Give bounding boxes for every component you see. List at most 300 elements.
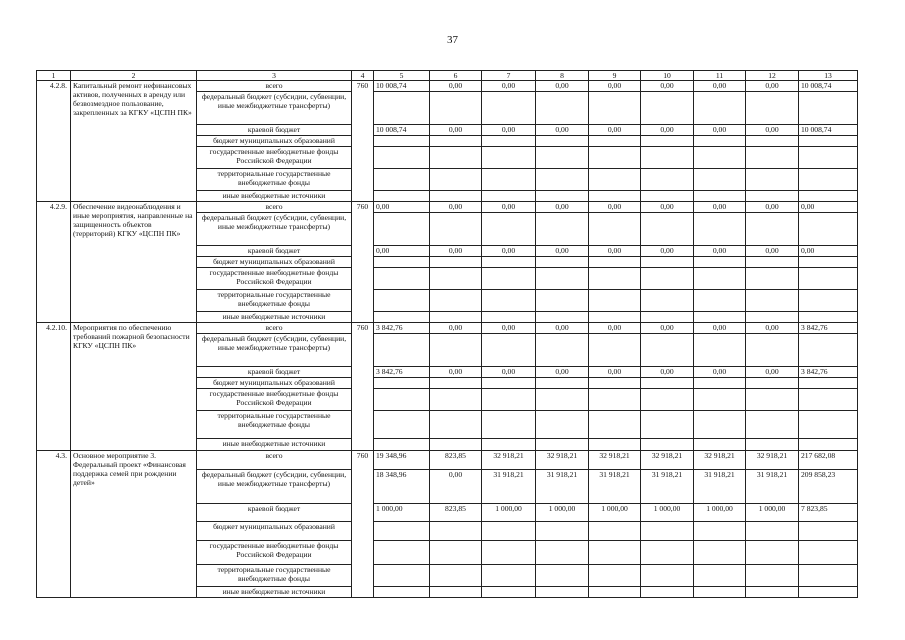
value-cell	[641, 378, 694, 389]
value-cell	[746, 290, 799, 312]
value-cell	[641, 213, 694, 246]
item-title: Обеспечение видеонаблюдения и иные мероприятия, направленные на защищенность объектов (территорий) КГКУ «ЦСПН ПК»	[71, 202, 197, 323]
value-cell	[694, 411, 746, 439]
value-cell: 0,00	[482, 367, 536, 378]
header-row	[37, 71, 858, 81]
value-cell	[746, 334, 799, 367]
value-cell: 31 918,21	[641, 470, 694, 504]
value-cell	[746, 257, 799, 268]
value-cell	[799, 191, 858, 202]
value-cell	[589, 565, 641, 587]
value-cell: 31 918,21	[589, 470, 641, 504]
value-cell	[536, 522, 589, 541]
value-cell	[430, 136, 482, 147]
value-cell	[799, 378, 858, 389]
value-cell	[482, 378, 536, 389]
value-cell	[799, 92, 858, 125]
value-cell	[694, 213, 746, 246]
value-cell	[641, 147, 694, 169]
value-cell	[641, 522, 694, 541]
value-cell: 10 008,74	[799, 81, 858, 92]
value-cell: 31 918,21	[482, 470, 536, 504]
value-cell: 0,00	[430, 202, 482, 213]
value-cell: 32 918,21	[746, 451, 799, 470]
source-label: краевой бюджет	[197, 125, 352, 136]
value-cell: 10 008,74	[374, 81, 430, 92]
value-cell	[536, 257, 589, 268]
value-cell: 0,00	[694, 367, 746, 378]
value-cell	[799, 522, 858, 541]
value-cell: 1 000,00	[589, 504, 641, 522]
value-cell: 0,00	[641, 81, 694, 92]
value-cell	[430, 169, 482, 191]
source-label: территориальные государственные внебюджетные фонды	[197, 565, 352, 587]
value-cell	[536, 389, 589, 411]
value-cell	[430, 147, 482, 169]
value-cell	[374, 541, 430, 565]
value-cell	[641, 92, 694, 125]
value-cell	[430, 411, 482, 439]
value-cell: 0,00	[694, 81, 746, 92]
source-label: всего	[197, 451, 352, 470]
value-cell	[482, 522, 536, 541]
header-cell: 12	[746, 71, 799, 81]
value-cell	[374, 213, 430, 246]
value-cell: 0,00	[589, 81, 641, 92]
value-cell	[641, 565, 694, 587]
value-cell	[641, 312, 694, 323]
header-cell: 2	[71, 71, 197, 81]
value-cell: 0,00	[482, 323, 536, 334]
value-cell	[799, 312, 858, 323]
header-cell: 3	[197, 71, 352, 81]
source-label: иные внебюджетные источники	[197, 439, 352, 451]
value-cell	[536, 378, 589, 389]
value-cell	[536, 169, 589, 191]
value-cell	[799, 136, 858, 147]
value-cell	[374, 257, 430, 268]
value-cell	[430, 213, 482, 246]
value-cell	[799, 389, 858, 411]
value-cell: 1 000,00	[482, 504, 536, 522]
value-cell: 0,00	[746, 81, 799, 92]
value-cell: 0,00	[799, 246, 858, 257]
source-label: государственные внебюджетные фонды Российской Федерации	[197, 541, 352, 565]
value-cell	[482, 290, 536, 312]
value-cell	[374, 92, 430, 125]
value-cell	[589, 136, 641, 147]
source-label: территориальные государственные внебюджетные фонды	[197, 290, 352, 312]
value-cell: 0,00	[374, 246, 430, 257]
source-label: иные внебюджетные источники	[197, 312, 352, 323]
value-cell	[746, 312, 799, 323]
value-cell	[482, 169, 536, 191]
table-row	[37, 323, 858, 334]
value-cell	[374, 522, 430, 541]
value-cell	[694, 439, 746, 451]
value-cell	[641, 191, 694, 202]
value-cell: 31 918,21	[536, 470, 589, 504]
value-cell	[746, 92, 799, 125]
value-cell	[536, 290, 589, 312]
value-cell	[589, 92, 641, 125]
value-cell	[482, 92, 536, 125]
value-cell	[746, 411, 799, 439]
value-cell	[641, 290, 694, 312]
value-cell: 1 000,00	[641, 504, 694, 522]
value-cell: 0,00	[589, 367, 641, 378]
value-cell	[589, 587, 641, 598]
value-cell	[694, 147, 746, 169]
value-cell	[589, 257, 641, 268]
value-cell: 3 842,76	[799, 367, 858, 378]
table-row	[37, 81, 858, 92]
value-cell	[430, 439, 482, 451]
value-cell	[430, 290, 482, 312]
source-label: федеральный бюджет (субсидии, субвенции, иные межбюджетные трансферты)	[197, 334, 352, 367]
value-cell: 0,00	[430, 81, 482, 92]
value-cell	[799, 257, 858, 268]
value-cell: 32 918,21	[641, 451, 694, 470]
value-cell	[641, 268, 694, 290]
value-cell: 3 842,76	[799, 323, 858, 334]
value-cell: 0,00	[536, 81, 589, 92]
admin-code: 760	[352, 323, 374, 451]
value-cell	[482, 587, 536, 598]
value-cell	[641, 411, 694, 439]
value-cell: 0,00	[589, 323, 641, 334]
value-cell: 0,00	[694, 202, 746, 213]
value-cell	[799, 541, 858, 565]
source-label: государственные внебюджетные фонды Российской Федерации	[197, 147, 352, 169]
value-cell	[589, 213, 641, 246]
value-cell	[430, 378, 482, 389]
value-cell: 10 008,74	[799, 125, 858, 136]
value-cell	[589, 541, 641, 565]
header-cell: 6	[430, 71, 482, 81]
source-label: иные внебюджетные источники	[197, 191, 352, 202]
header-cell: 7	[482, 71, 536, 81]
value-cell	[641, 136, 694, 147]
value-cell: 0,00	[589, 125, 641, 136]
value-cell	[482, 268, 536, 290]
value-cell: 0,00	[482, 202, 536, 213]
value-cell	[430, 541, 482, 565]
value-cell	[746, 522, 799, 541]
value-cell	[746, 389, 799, 411]
value-cell: 0,00	[536, 246, 589, 257]
value-cell: 0,00	[746, 367, 799, 378]
value-cell	[799, 411, 858, 439]
source-label: всего	[197, 323, 352, 334]
value-cell	[536, 268, 589, 290]
value-cell: 0,00	[589, 246, 641, 257]
value-cell: 0,00	[430, 367, 482, 378]
value-cell	[799, 334, 858, 367]
value-cell	[482, 541, 536, 565]
item-number: 4.2.9.	[37, 202, 71, 323]
header-cell: 11	[694, 71, 746, 81]
value-cell	[746, 147, 799, 169]
value-cell	[482, 411, 536, 439]
value-cell: 3 842,76	[374, 367, 430, 378]
value-cell: 0,00	[641, 323, 694, 334]
value-cell	[482, 439, 536, 451]
value-cell	[482, 389, 536, 411]
value-cell: 0,00	[799, 202, 858, 213]
value-cell: 7 823,85	[799, 504, 858, 522]
value-cell	[536, 541, 589, 565]
value-cell	[694, 169, 746, 191]
admin-code: 760	[352, 451, 374, 598]
value-cell: 217 682,08	[799, 451, 858, 470]
value-cell: 1 000,00	[694, 504, 746, 522]
value-cell	[536, 439, 589, 451]
value-cell: 19 348,96	[374, 451, 430, 470]
value-cell	[589, 191, 641, 202]
value-cell: 32 918,21	[482, 451, 536, 470]
header-cell: 10	[641, 71, 694, 81]
source-label: государственные внебюджетные фонды Российской Федерации	[197, 389, 352, 411]
value-cell: 0,00	[536, 367, 589, 378]
value-cell: 1 000,00	[746, 504, 799, 522]
value-cell	[374, 136, 430, 147]
value-cell: 0,00	[746, 323, 799, 334]
value-cell	[589, 522, 641, 541]
value-cell: 0,00	[694, 246, 746, 257]
value-cell	[482, 147, 536, 169]
value-cell	[694, 389, 746, 411]
source-label: федеральный бюджет (субсидии, субвенции, иные межбюджетные трансферты)	[197, 470, 352, 504]
value-cell	[589, 268, 641, 290]
value-cell: 0,00	[482, 81, 536, 92]
value-cell: 0,00	[374, 202, 430, 213]
value-cell: 0,00	[536, 323, 589, 334]
value-cell	[482, 312, 536, 323]
budget-table	[36, 70, 858, 598]
value-cell	[641, 587, 694, 598]
value-cell: 0,00	[641, 367, 694, 378]
value-cell	[641, 541, 694, 565]
value-cell: 31 918,21	[746, 470, 799, 504]
value-cell	[536, 136, 589, 147]
value-cell	[374, 587, 430, 598]
value-cell	[430, 389, 482, 411]
value-cell	[430, 268, 482, 290]
value-cell	[641, 389, 694, 411]
header-cell: 5	[374, 71, 430, 81]
value-cell	[746, 439, 799, 451]
table-row	[37, 202, 858, 213]
header-cell: 13	[799, 71, 858, 81]
value-cell	[430, 587, 482, 598]
value-cell	[694, 92, 746, 125]
value-cell: 1 000,00	[374, 504, 430, 522]
value-cell: 823,85	[430, 504, 482, 522]
value-cell: 0,00	[641, 246, 694, 257]
value-cell: 31 918,21	[694, 470, 746, 504]
value-cell	[374, 147, 430, 169]
value-cell: 0,00	[482, 125, 536, 136]
item-title: Основное мероприятие 3. Федеральный проект «Финансовая поддержка семей при рождении детей»	[71, 451, 197, 598]
value-cell: 0,00	[746, 202, 799, 213]
value-cell	[536, 191, 589, 202]
source-label: краевой бюджет	[197, 246, 352, 257]
value-cell	[694, 290, 746, 312]
value-cell: 10 008,74	[374, 125, 430, 136]
value-cell	[482, 136, 536, 147]
value-cell	[799, 587, 858, 598]
value-cell	[641, 334, 694, 367]
value-cell	[430, 191, 482, 202]
value-cell	[589, 389, 641, 411]
value-cell: 0,00	[536, 125, 589, 136]
value-cell	[589, 290, 641, 312]
value-cell	[374, 565, 430, 587]
source-label: федеральный бюджет (субсидии, субвенции, иные межбюджетные трансферты)	[197, 92, 352, 125]
item-number: 4.2.8.	[37, 81, 71, 202]
value-cell	[746, 213, 799, 246]
value-cell	[694, 334, 746, 367]
value-cell: 0,00	[746, 125, 799, 136]
value-cell: 3 842,76	[374, 323, 430, 334]
value-cell: 0,00	[641, 125, 694, 136]
value-cell	[694, 587, 746, 598]
value-cell	[536, 312, 589, 323]
value-cell: 0,00	[746, 246, 799, 257]
admin-code: 760	[352, 81, 374, 202]
value-cell	[589, 147, 641, 169]
value-cell	[430, 257, 482, 268]
value-cell	[746, 191, 799, 202]
value-cell: 18 348,96	[374, 470, 430, 504]
value-cell	[430, 522, 482, 541]
value-cell	[746, 378, 799, 389]
value-cell	[694, 136, 746, 147]
value-cell	[746, 268, 799, 290]
value-cell	[430, 334, 482, 367]
source-label: бюджет муниципальных образований	[197, 257, 352, 268]
value-cell: 209 858,23	[799, 470, 858, 504]
value-cell	[641, 439, 694, 451]
source-label: иные внебюджетные источники	[197, 587, 352, 598]
source-label: всего	[197, 202, 352, 213]
value-cell: 0,00	[430, 323, 482, 334]
item-number: 4.2.10.	[37, 323, 71, 451]
value-cell	[694, 257, 746, 268]
value-cell	[589, 334, 641, 367]
value-cell	[746, 565, 799, 587]
source-label: федеральный бюджет (субсидии, субвенции, иные межбюджетные трансферты)	[197, 213, 352, 246]
value-cell	[482, 213, 536, 246]
value-cell	[536, 92, 589, 125]
value-cell	[694, 541, 746, 565]
value-cell	[694, 522, 746, 541]
value-cell	[694, 268, 746, 290]
value-cell: 32 918,21	[536, 451, 589, 470]
value-cell: 0,00	[430, 246, 482, 257]
header-cell: 1	[37, 71, 71, 81]
item-number: 4.3.	[37, 451, 71, 598]
value-cell	[799, 147, 858, 169]
value-cell	[799, 268, 858, 290]
value-cell: 0,00	[430, 470, 482, 504]
value-cell: 0,00	[589, 202, 641, 213]
value-cell	[430, 565, 482, 587]
value-cell	[799, 565, 858, 587]
header-cell: 8	[536, 71, 589, 81]
value-cell: 0,00	[641, 202, 694, 213]
value-cell: 0,00	[482, 246, 536, 257]
value-cell	[589, 312, 641, 323]
value-cell	[374, 191, 430, 202]
value-cell	[374, 268, 430, 290]
value-cell	[482, 334, 536, 367]
value-cell	[799, 213, 858, 246]
value-cell: 32 918,21	[589, 451, 641, 470]
value-cell	[746, 587, 799, 598]
page-number: 37	[447, 34, 458, 46]
source-label: бюджет муниципальных образований	[197, 378, 352, 389]
value-cell	[374, 334, 430, 367]
value-cell	[799, 290, 858, 312]
value-cell	[694, 191, 746, 202]
source-label: государственные внебюджетные фонды Российской Федерации	[197, 268, 352, 290]
value-cell	[799, 169, 858, 191]
value-cell	[536, 147, 589, 169]
table-row	[37, 451, 858, 470]
admin-code: 760	[352, 202, 374, 323]
value-cell	[374, 439, 430, 451]
value-cell: 0,00	[430, 125, 482, 136]
value-cell: 32 918,21	[694, 451, 746, 470]
value-cell	[536, 565, 589, 587]
value-cell	[589, 378, 641, 389]
header-cell: 9	[589, 71, 641, 81]
value-cell: 0,00	[694, 323, 746, 334]
value-cell	[536, 334, 589, 367]
value-cell: 0,00	[536, 202, 589, 213]
value-cell: 0,00	[694, 125, 746, 136]
value-cell	[641, 169, 694, 191]
value-cell	[482, 565, 536, 587]
value-cell	[374, 312, 430, 323]
value-cell	[589, 169, 641, 191]
source-label: краевой бюджет	[197, 504, 352, 522]
source-label: территориальные государственные внебюджетные фонды	[197, 411, 352, 439]
header-cell: 4	[352, 71, 374, 81]
value-cell	[746, 169, 799, 191]
value-cell	[536, 587, 589, 598]
value-cell	[374, 169, 430, 191]
value-cell: 823,85	[430, 451, 482, 470]
value-cell	[482, 191, 536, 202]
value-cell	[694, 378, 746, 389]
value-cell	[746, 136, 799, 147]
source-label: территориальные государственные внебюджетные фонды	[197, 169, 352, 191]
value-cell	[536, 213, 589, 246]
source-label: краевой бюджет	[197, 367, 352, 378]
value-cell	[482, 257, 536, 268]
value-cell	[694, 565, 746, 587]
value-cell	[536, 411, 589, 439]
value-cell	[589, 439, 641, 451]
value-cell: 1 000,00	[536, 504, 589, 522]
value-cell	[374, 290, 430, 312]
value-cell	[374, 411, 430, 439]
value-cell	[746, 541, 799, 565]
value-cell	[374, 378, 430, 389]
